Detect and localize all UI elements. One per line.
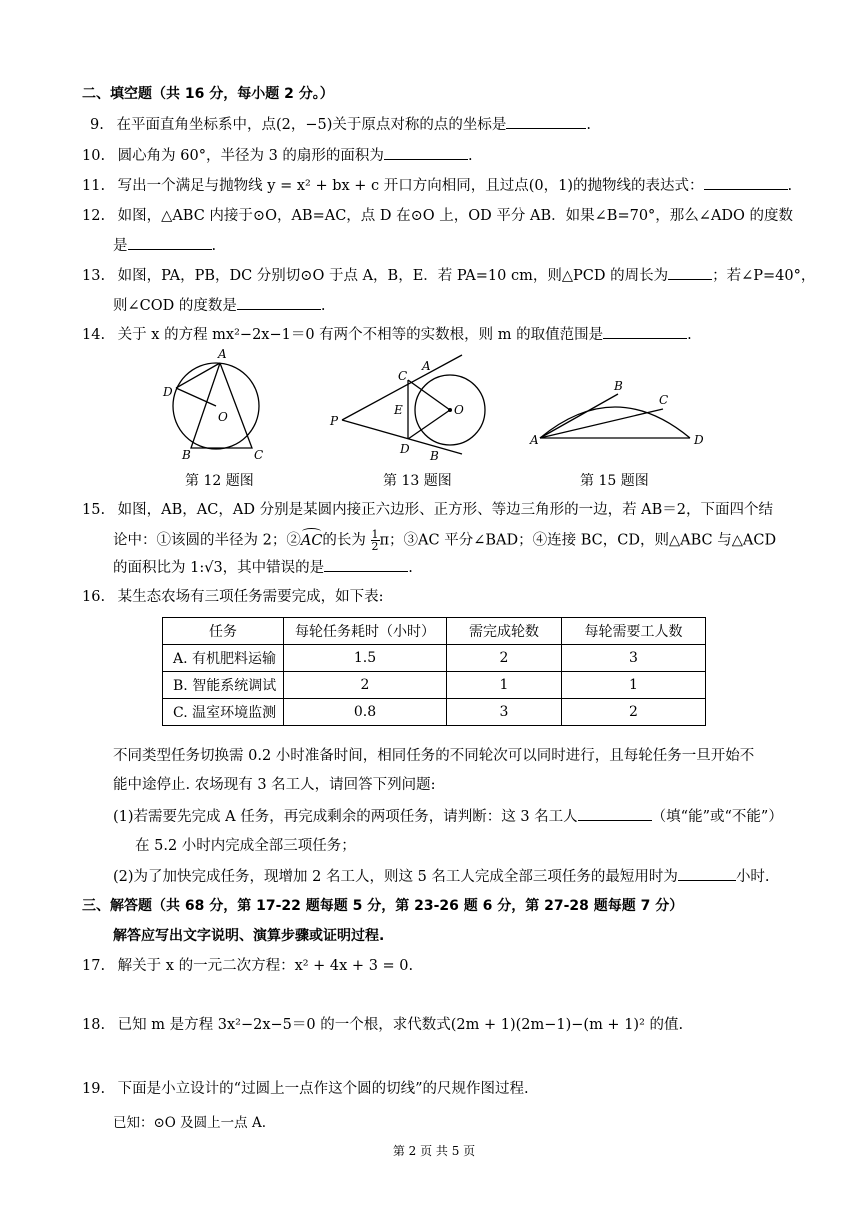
table-header-row bbox=[163, 618, 706, 645]
question-12-line2: 是 . bbox=[113, 235, 216, 256]
table-cell: 1 bbox=[562, 672, 706, 699]
table-row bbox=[163, 699, 706, 726]
question-text: 写出一个满足与抛物线 y = x² + bx + c 开口方向相同，且过点(0，1)的抛物线的表达式： bbox=[117, 178, 704, 194]
question-text: 已知 m 是方程 3x²−2x−5＝0 的一个根，求代数式(2m + 1)(2m−1)−(m + 1)² 的值. bbox=[117, 1017, 684, 1033]
question-19-known: 已知：⊙O 及圆上一点 A. bbox=[113, 1115, 267, 1131]
label-b: B bbox=[430, 449, 439, 463]
question-text: 解关于 x 的一元二次方程：x² + 4x + 3 = 0. bbox=[117, 958, 414, 974]
triangle-abc bbox=[191, 363, 252, 448]
answer-blank[interactable] bbox=[578, 806, 652, 821]
label-d: D bbox=[163, 385, 173, 399]
answer-blank[interactable] bbox=[678, 866, 736, 881]
label-c: C bbox=[254, 448, 264, 461]
table-cell: 2 bbox=[284, 672, 447, 699]
question-19 bbox=[82, 1079, 529, 1099]
section-3-note: 解答应写出文字说明、演算步骤或证明过程. bbox=[113, 928, 385, 944]
question-11: 11. 写出一个满足与抛物线 y = x² + bx + c 开口方向相同，且过点(0，1)的抛物线的表达式： . bbox=[82, 175, 792, 196]
table-header: 任务 bbox=[163, 618, 284, 645]
answer-blank[interactable] bbox=[506, 114, 586, 129]
section-3-title: 三、解答题（共 68 分，第 17-22 题每题 5 分，第 23-26 题 6 分，第 27-28 题每题 7 分） bbox=[82, 898, 684, 914]
question-9: 9. 在平面直角坐标系中，点(2，−5)关于原点对称的点的坐标是 . bbox=[90, 114, 591, 135]
question-number: 18. bbox=[82, 1017, 106, 1033]
label-a: A bbox=[218, 347, 227, 361]
question-16-para1: 不同类型任务切换需 0.2 小时准备时间，相同任务的不同轮次可以同时进行，且每轮任务一旦开始不 bbox=[113, 748, 755, 764]
question-number: 12. bbox=[82, 208, 106, 224]
label-c: C bbox=[659, 393, 669, 407]
table-cell: B. 智能系统调试 bbox=[163, 672, 284, 699]
label-o: O bbox=[218, 410, 228, 424]
answer-blank[interactable] bbox=[384, 145, 468, 160]
answer-blank[interactable] bbox=[324, 557, 408, 572]
question-number: 16. bbox=[82, 589, 106, 605]
question-12 bbox=[82, 206, 793, 226]
table-cell: 1.5 bbox=[284, 645, 447, 672]
question-number: 13. bbox=[82, 268, 106, 284]
fraction-one-half: $\frac{1}{2}$ bbox=[371, 528, 379, 553]
question-16 bbox=[82, 587, 384, 607]
table-cell: 2 bbox=[447, 645, 562, 672]
figure-15 bbox=[528, 378, 713, 453]
question-number: 15. bbox=[82, 502, 106, 518]
table-header: 需完成轮数 bbox=[447, 618, 562, 645]
table-cell: 3 bbox=[562, 645, 706, 672]
question-14: 14. 关于 x 的方程 mx²−2x−1＝0 有两个不相等的实数根，则 m 的取值范围是 . bbox=[82, 324, 692, 345]
table-cell: 0.8 bbox=[284, 699, 447, 726]
answer-blank[interactable] bbox=[603, 324, 687, 339]
answer-blank[interactable] bbox=[128, 235, 212, 250]
table-cell: 3 bbox=[447, 699, 562, 726]
arc-ac-label: AC bbox=[301, 531, 323, 551]
label-a: A bbox=[530, 433, 539, 447]
figure-13 bbox=[322, 350, 492, 465]
question-17 bbox=[82, 956, 413, 976]
section-2-title: 二、填空题（共 16 分，每小题 2 分。） bbox=[82, 86, 334, 102]
question-16-para2: 能中途停止. 农场现有 3 名工人，请回答下列问题: bbox=[113, 777, 436, 793]
answer-blank[interactable] bbox=[704, 175, 788, 190]
question-text: 在平面直角坐标系中，点(2，−5)关于原点对称的点的坐标是 bbox=[116, 117, 507, 133]
label-p: P bbox=[330, 414, 339, 428]
table-cell: 1 bbox=[447, 672, 562, 699]
label-a: A bbox=[422, 359, 431, 373]
label-e: E bbox=[394, 403, 403, 417]
question-number: 17. bbox=[82, 958, 106, 974]
question-number: 10. bbox=[82, 148, 106, 164]
question-number: 14. bbox=[82, 327, 106, 343]
label-b: B bbox=[614, 379, 623, 393]
question-16-sub1: (1)若需要先完成 A 任务，再完成剩余的两项任务，请判断：这 3 名工人 （填“能”或“不能”） bbox=[113, 806, 783, 827]
figure-15-caption: 第 15 题图 bbox=[580, 473, 649, 489]
question-text: 如图，PA，PB，DC 分别切⊙O 于点 A，B，E．若 PA=10 cm，则△PCD 的周长为 bbox=[117, 268, 669, 284]
label-b: B bbox=[182, 448, 191, 461]
question-text: 下面是小立设计的“过圆上一点作这个圆的切线”的尺规作图过程. bbox=[117, 1081, 529, 1097]
figure-12-caption: 第 12 题图 bbox=[185, 473, 254, 489]
table-cell: C. 温室环境监测 bbox=[163, 699, 284, 726]
question-13: 13. 如图，PA，PB，DC 分别切⊙O 于点 A，B，E．若 PA=10 cm，则△PCD 的周长为 ；若∠P=40°， bbox=[82, 265, 815, 286]
question-number: 9. bbox=[90, 117, 104, 133]
label-d: D bbox=[694, 433, 704, 447]
question-number: 11. bbox=[82, 178, 106, 194]
table-cell: A. 有机肥料运输 bbox=[163, 645, 284, 672]
answer-blank[interactable] bbox=[668, 265, 712, 280]
page-footer: 第 2 页 共 5 页 bbox=[392, 1144, 476, 1158]
segment-do bbox=[408, 410, 450, 439]
table-header: 每轮需要工人数 bbox=[562, 618, 706, 645]
question-15 bbox=[82, 500, 773, 520]
table-cell: 2 bbox=[562, 699, 706, 726]
question-16-sub2: (2)为了加快完成任务，现增加 2 名工人，则这 5 名工人完成全部三项任务的最短用时为 小时. bbox=[113, 866, 770, 887]
question-13-line2: 则∠COD 的度数是 . bbox=[113, 295, 325, 316]
question-18 bbox=[82, 1015, 683, 1035]
question-text: 圆心角为 60°，半径为 3 的扇形的面积为 bbox=[117, 148, 384, 164]
question-10: 10. 圆心角为 60°，半径为 3 的扇形的面积为 . bbox=[82, 145, 473, 166]
chord-ab bbox=[540, 394, 618, 438]
question-15-line3: 的面积比为 1:√3，其中错误的是 . bbox=[113, 557, 413, 578]
table-header: 每轮任务耗时（小时） bbox=[284, 618, 447, 645]
center-dot bbox=[448, 408, 452, 412]
figure-13-caption: 第 13 题图 bbox=[383, 473, 452, 489]
label-c: C bbox=[398, 369, 408, 383]
task-table bbox=[162, 617, 706, 726]
question-text: 某生态农场有三项任务需要完成，如下表: bbox=[117, 589, 384, 605]
table-row bbox=[163, 645, 706, 672]
question-text: 如图，AB，AC，AD 分别是某圆内接正六边形、正方形、等边三角形的一边，若 AB＝2，下面四个结 bbox=[117, 502, 774, 518]
label-o: O bbox=[454, 403, 464, 417]
question-text: 关于 x 的方程 mx²−2x−1＝0 有两个不相等的实数根，则 m 的取值范围是 bbox=[117, 327, 604, 343]
question-text: 如图，△ABC 内接于⊙O，AB=AC，点 D 在⊙O 上，OD 平分 AB．如果∠B=70°，那么∠ADO 的度数 bbox=[117, 208, 794, 224]
chord-ac bbox=[540, 409, 663, 438]
question-16-sub1-line2: 在 5.2 小时内完成全部三项任务； bbox=[135, 838, 356, 854]
label-d: D bbox=[400, 442, 410, 456]
question-number: 19. bbox=[82, 1081, 106, 1097]
figure-12 bbox=[160, 346, 270, 461]
table-row bbox=[163, 672, 706, 699]
segment-co bbox=[408, 380, 450, 410]
question-15-line2: 论中：①该圆的半径为 2；② AC的长为 $\frac{1}{2}$ π；③AC 平分∠BAD；④连接 BC，CD，则△ABC 与△ACD bbox=[113, 528, 777, 553]
answer-blank[interactable] bbox=[237, 295, 321, 310]
